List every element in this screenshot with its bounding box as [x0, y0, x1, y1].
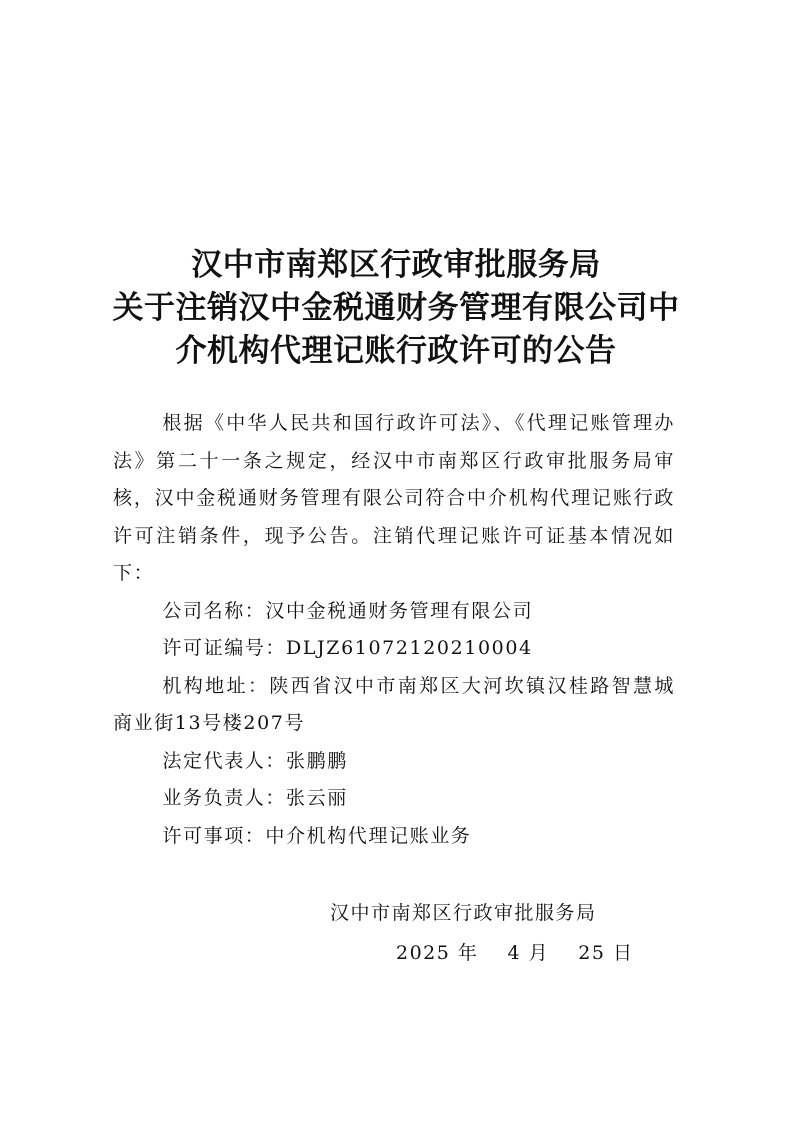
business-manager-row — [113, 780, 675, 818]
company-name-row — [113, 593, 675, 631]
notice-title — [0, 244, 792, 373]
date-day-unit: 日 — [613, 942, 634, 964]
license-number-value: DLJZ61072120210004 — [286, 637, 533, 659]
legal-representative-value: 张鹏鹏 — [286, 749, 348, 772]
business-manager-value: 张云丽 — [286, 787, 348, 809]
date-month-unit: 月 — [528, 942, 550, 964]
title-line-2: 关于注销汉中金税通财务管理有限公司中 — [112, 290, 680, 326]
title-line-1: 汉中市南郑区行政审批服务局 — [191, 247, 601, 283]
address-row — [113, 668, 675, 743]
company-name-label: 公司名称： — [162, 599, 266, 622]
license-number-row — [113, 630, 675, 668]
date-year-unit: 年 — [457, 942, 479, 964]
legal-representative-label: 法定代表人： — [162, 749, 286, 772]
signing-organization: 汉中市南郑区行政审批服务局 — [330, 902, 597, 924]
license-scope-value: 中介机构代理记账业务 — [265, 824, 472, 847]
date-year: 2025 — [396, 942, 451, 964]
date-day: 25 — [578, 942, 606, 964]
date-month: 4 — [507, 942, 522, 964]
company-name-value: 汉中金税通财务管理有限公司 — [265, 599, 534, 622]
notice-body — [113, 405, 675, 855]
license-number-label: 许可证编号： — [162, 637, 286, 659]
legal-representative-row — [113, 743, 675, 781]
intro-paragraph: 根据《中华人民共和国行政许可法》、《代理记账管理办法》第二十一条之规定，经汉中市南郑区行政审批服务局审核，汉中金税通财务管理有限公司符合中介机构代理记账行政许可注销条件，现予公告。注销代理记账许可证基本情况如下： — [113, 412, 675, 584]
signing-date — [396, 938, 634, 965]
address-label: 机构地址： — [162, 674, 270, 697]
license-scope-row — [113, 818, 675, 856]
business-manager-label: 业务负责人： — [162, 787, 286, 809]
license-scope-label: 许可事项： — [162, 824, 266, 847]
title-line-3: 介机构代理记账行政许可的公告 — [175, 333, 617, 369]
address-value: 陕西省汉中市南郑区大河坎镇汉桂路智慧城商业街13号楼207号 — [113, 674, 675, 734]
